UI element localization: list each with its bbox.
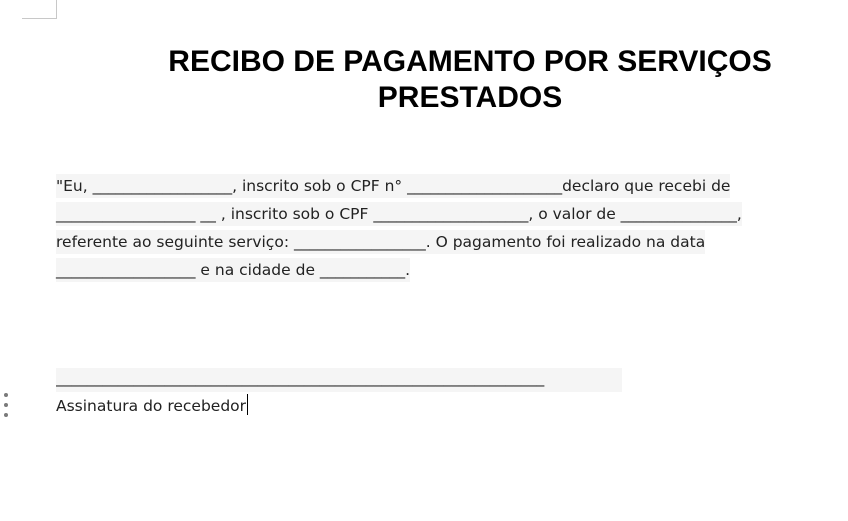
signature-label-block[interactable] [56, 394, 248, 417]
paragraph-line-text: "Eu, __________________, inscrito sob o CPF n° ____________________declaro que recebi de [56, 174, 730, 198]
paragraph-line-text: __________________ __ , inscrito sob o CPF ____________________, o valor de _______________, [56, 202, 742, 226]
paragraph-line [56, 228, 831, 256]
page-corner-mark [22, 0, 57, 19]
document-title-line-2: PRESTADOS [377, 81, 563, 114]
document-title[interactable] [100, 44, 840, 116]
paragraph-line-text: __________________ e na cidade de ___________. [56, 258, 410, 282]
drag-dot-icon [4, 393, 8, 397]
paragraph-line-text: referente ao seguinte serviço: _________________. O pagamento foi realizado na data [56, 230, 705, 254]
drag-dot-icon [4, 403, 8, 407]
receipt-paragraph[interactable] [56, 172, 831, 284]
text-cursor [247, 394, 248, 415]
paragraph-line [56, 256, 831, 284]
paragraph-line [56, 172, 831, 200]
paragraph-line [56, 200, 831, 228]
signature-line[interactable]: _______________________________________________________________ [56, 368, 622, 392]
signature-label: Assinatura do recebedor [56, 397, 247, 415]
drag-dot-icon [4, 413, 8, 417]
document-title-line-1: RECIBO DE PAGAMENTO POR SERVIÇOS [168, 45, 772, 78]
block-drag-handle-icon[interactable] [2, 393, 10, 417]
